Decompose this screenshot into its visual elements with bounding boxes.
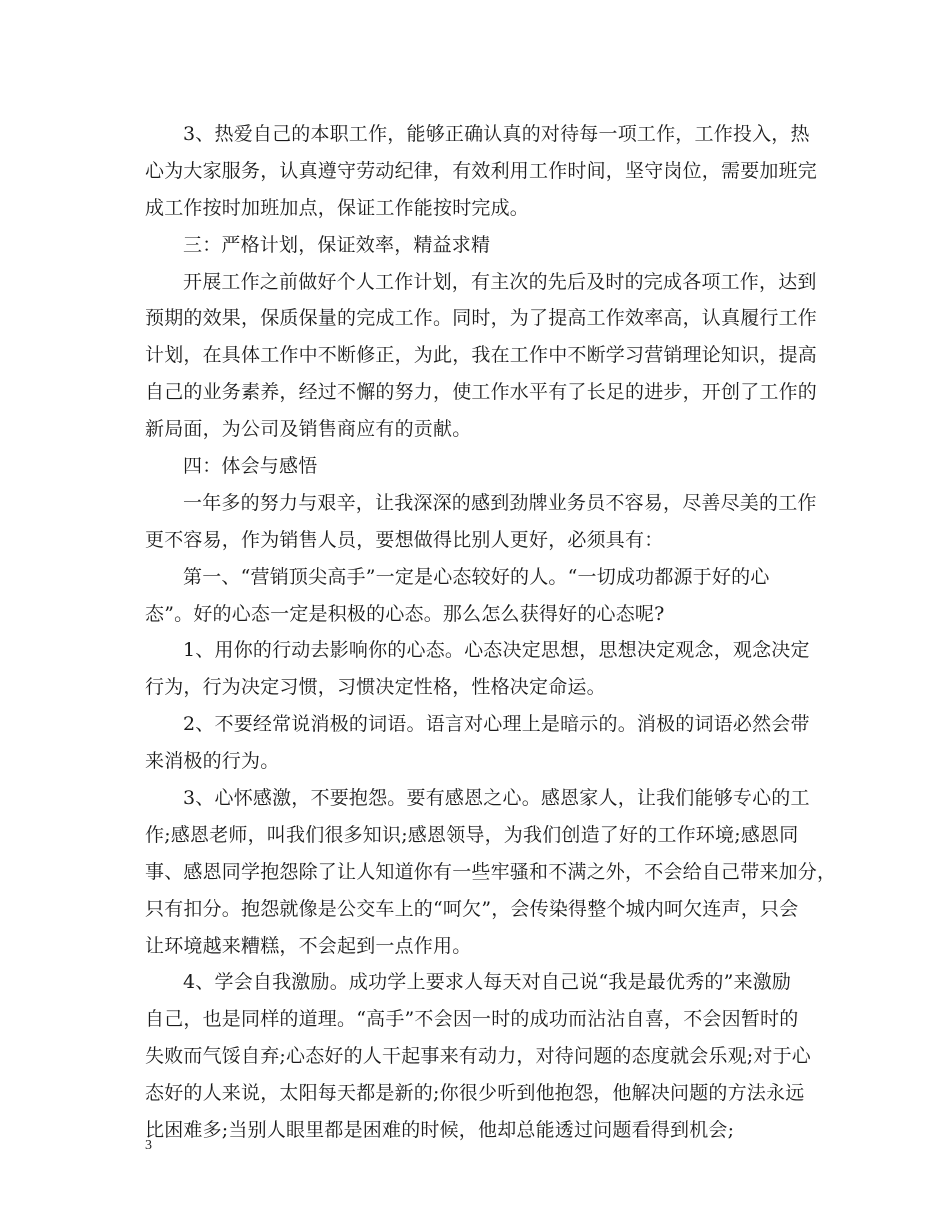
text-line: 开展工作之前做好个人工作计划，有主次的先后及时的完成各项工作，达到 bbox=[183, 270, 817, 293]
text-line: 心为大家服务，认真遵守劳动纪律，有效利用工作时间，坚守岗位，需要加班完 bbox=[145, 159, 818, 182]
text-line: 行为，行为决定习惯，习惯决定性格，性格决定命运。 bbox=[145, 676, 606, 699]
text-line: 预期的效果，保质保量的完成工作。同时，为了提高工作效率高，认真履行工作 bbox=[145, 307, 818, 330]
text-line: 失败而气馁自弃;心态好的人干起事来有动力，对待问题的态度就会乐观;对于心 bbox=[145, 1045, 812, 1068]
text-line: 自己的业务素养，经过不懈的努力，使工作水平有了长足的进步，开创了工作的 bbox=[145, 381, 818, 404]
text-line: 事、感恩同学抱怨除了让人知道你有一些牢骚和不满之外，不会给自己带来加分， bbox=[145, 860, 837, 883]
text-line: 2、不要经常说消极的词语。语言对心理上是暗示的。消极的词语必然会带 bbox=[183, 713, 810, 736]
text-line: 只有扣分。抱怨就像是公交车上的“呵欠”，会传染得整个城内呵欠连声，只会 bbox=[145, 897, 799, 920]
text-line: 第一、“营销顶尖高手”一定是心态较好的人。“一切成功都源于好的心 bbox=[183, 565, 770, 588]
text-line: 新局面，为公司及销售商应有的贡献。 bbox=[145, 418, 472, 441]
section-heading: 四：体会与感悟 bbox=[183, 455, 318, 478]
text-line: 成工作按时加班加点，保证工作能按时完成。 bbox=[145, 196, 530, 219]
text-line: 1、用你的行动去影响你的心态。心态决定思想，思想决定观念，观念决定 bbox=[183, 639, 810, 662]
text-line: 自己，也是同样的道理。“高手”不会因一时的成功而沾沾自喜，不会因暂时的 bbox=[145, 1008, 799, 1031]
text-line: 3、心怀感激，不要抱怨。要有感恩之心。感恩家人，让我们能够专心的工 bbox=[183, 787, 810, 810]
text-line: 让环境越来糟糕，不会起到一点作用。 bbox=[145, 934, 472, 957]
text-line: 态好的人来说，太阳每天都是新的;你很少听到他抱怨，他解决问题的方法永远 bbox=[145, 1082, 805, 1105]
text-line: 一年多的努力与艰辛，让我深深的感到劲牌业务员不容易，尽善尽美的工作 bbox=[183, 491, 817, 514]
text-line: 来消极的行为。 bbox=[145, 750, 280, 773]
text-line: 4、学会自我激励。成功学上要求人每天对自己说“我是最优秀的”来激励 bbox=[183, 971, 792, 994]
text-line: 作;感恩老师，叫我们很多知识;感恩领导，为我们创造了好的工作环境;感恩同 bbox=[145, 823, 799, 846]
page-number: 3 bbox=[145, 1138, 152, 1153]
section-heading: 三：严格计划，保证效率，精益求精 bbox=[183, 233, 491, 256]
text-line: 3、热爱自己的本职工作，能够正确认真的对待每一项工作，工作投入，热 bbox=[183, 123, 810, 145]
text-line: 更不容易，作为销售人员，要想做得比别人更好，必须具有： bbox=[145, 528, 664, 551]
text-line: 计划，在具体工作中不断修正，为此，我在工作中不断学习营销理论知识，提高 bbox=[145, 344, 818, 367]
text-line: 态”。好的心态一定是积极的心态。那么怎么获得好的心态呢? bbox=[145, 602, 665, 625]
text-line: 比困难多;当别人眼里都是困难的时候，他却总能透过问题看得到机会; bbox=[145, 1119, 735, 1142]
document-body bbox=[145, 116, 837, 1149]
